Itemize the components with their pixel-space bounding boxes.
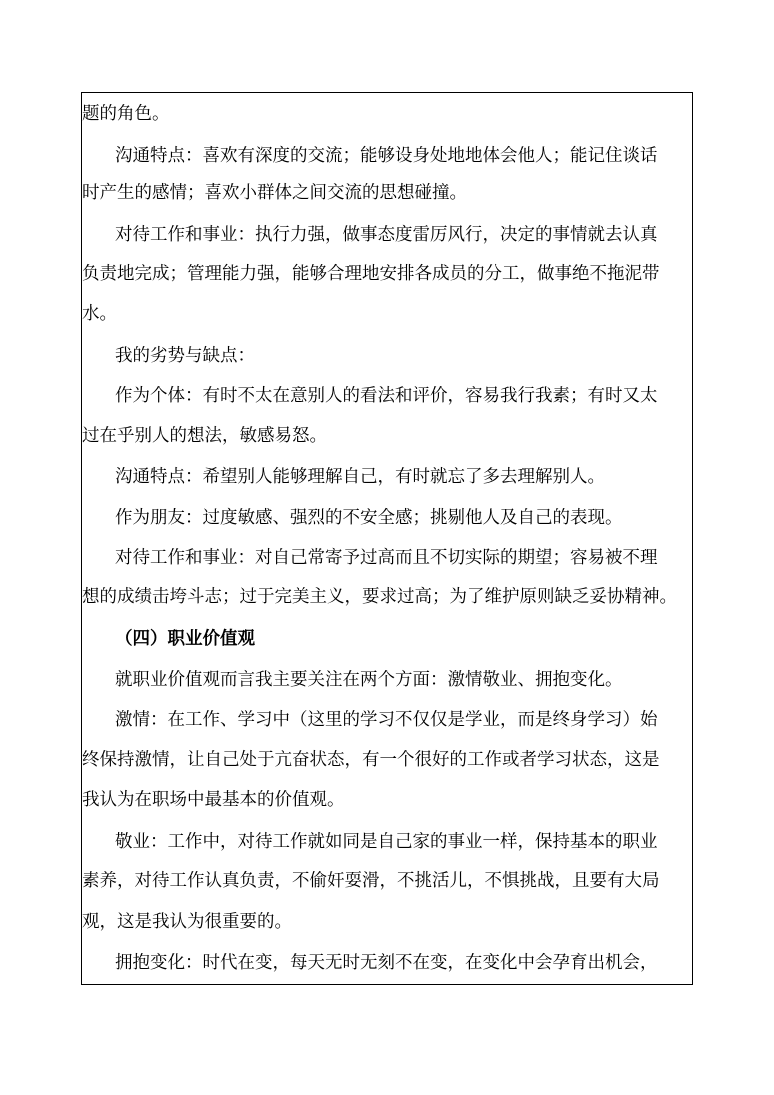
text-line: 想的成绩击垮斗志；过于完美主义，要求过高；为了维护原则缺乏妥协精神。 (82, 587, 677, 607)
text-line: 题的角色。 (82, 104, 170, 124)
text-line: 时产生的感情；喜欢小群体之间交流的思想碰撞。 (82, 183, 467, 203)
text-line: 对待工作和事业：对自己常寄予过高而且不切实际的期望；容易被不理 (115, 548, 658, 568)
section-heading: （四）职业价值观 (115, 629, 255, 649)
text-line: 素养，对待工作认真负责，不偷奸耍滑，不挑活儿，不惧挑战，且要有大局 (82, 871, 660, 891)
text-line: 沟通特点：喜欢有深度的交流；能够设身处地地体会他人；能记住谈话 (115, 146, 658, 166)
text-line: 负责地完成；管理能力强，能够合理地安排各成员的分工，做事绝不拖泥带 (82, 264, 660, 284)
text-line: 我认为在职场中最基本的价值观。 (82, 790, 345, 810)
text-line: 就职业价值观而言我主要关注在两个方面：激情敬业、拥抱变化。 (115, 670, 623, 690)
text-line: 观，这是我认为很重要的。 (82, 912, 292, 932)
text-line: 拥抱变化：时代在变，每天无时无刻不在变，在变化中会孕育出机会， (115, 953, 658, 973)
text-line: 敬业：工作中，对待工作就如同是自己家的事业一样，保持基本的职业 (115, 832, 658, 852)
text-line: 作为朋友：过度敏感、强烈的不安全感；挑剔他人及自己的表现。 (115, 508, 623, 528)
text-line: 对待工作和事业：执行力强，做事态度雷厉风行，决定的事情就去认真 (115, 225, 658, 245)
text-line: 水。 (82, 304, 117, 324)
text-line: 作为个体：有时不太在意别人的看法和评价，容易我行我素；有时又太 (115, 386, 658, 406)
text-line: 沟通特点：希望别人能够理解自己，有时就忘了多去理解别人。 (115, 467, 605, 487)
text-line: 过在乎别人的想法，敏感易怒。 (82, 426, 327, 446)
text-line: 终保持激情，让自己处于亢奋状态，有一个很好的工作或者学习状态，这是 (82, 750, 660, 770)
text-line: 激情：在工作、学习中（这里的学习不仅仅是学业，而是终身学习）始 (115, 710, 658, 730)
section-label: 我的劣势与缺点： (115, 346, 255, 366)
